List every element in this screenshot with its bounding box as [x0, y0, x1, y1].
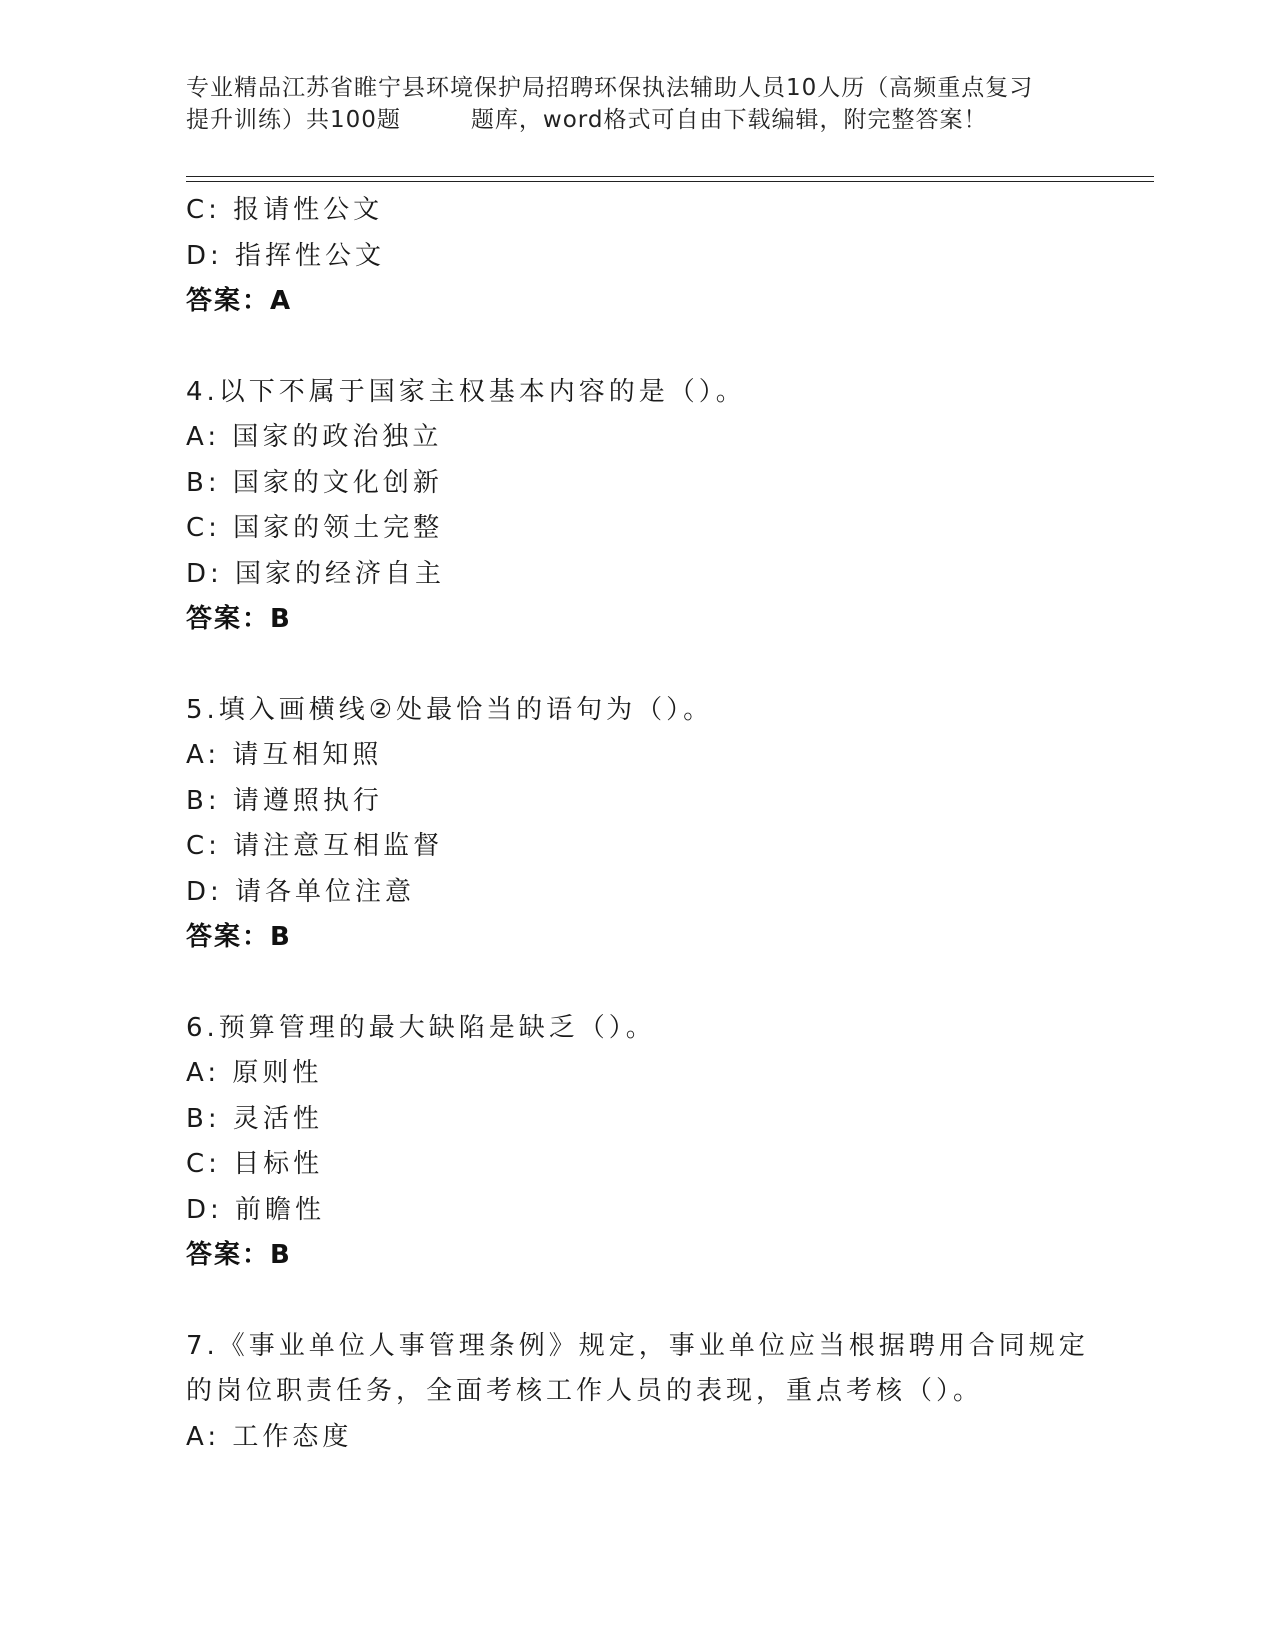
header-title-line-1: 专业精品江苏省睢宁县环境保护局招聘环保执法辅助人员10人历（高频重点复习 [186, 75, 1034, 101]
option-d: D: 国家的经济自主 [186, 558, 446, 589]
option-c: C: 国家的领土完整 [186, 513, 444, 543]
header-divider-bottom [186, 181, 1154, 182]
answer-line: 答案：B [186, 604, 292, 634]
question-7 [186, 1324, 1089, 1461]
question-stem: 6.预算管理的最大缺陷是缺乏（）。 [186, 1012, 656, 1043]
option-a: A: 原则性 [186, 1058, 323, 1088]
option-b: B: 国家的文化创新 [186, 467, 443, 498]
header-title-line-2 [186, 104, 1086, 136]
option-a: A: 工作态度 [186, 1421, 353, 1452]
option-b: B: 请遵照执行 [186, 785, 383, 816]
question-stem-line-1: 7.《事业单位人事管理条例》规定，事业单位应当根据聘用合同规定 [186, 1330, 1089, 1361]
question-6 [186, 1006, 1086, 1279]
option-c: C: 报请性公文 [186, 195, 384, 225]
question-stem: 4.以下不属于国家主权基本内容的是（）。 [186, 376, 746, 407]
question-3-tail [186, 188, 1086, 325]
option-a: A: 国家的政治独立 [186, 422, 443, 452]
option-d: D: 指挥性公文 [186, 240, 386, 271]
option-c: C: 目标性 [186, 1149, 324, 1179]
answer-line: 答案：B [186, 922, 292, 952]
question-stem: 5.填入画横线②处最恰当的语句为（）。 [186, 694, 714, 725]
answer-line: 答案：A [186, 286, 293, 316]
question-5 [186, 688, 1086, 961]
page-header [186, 72, 1086, 136]
question-stem-line-2: 的岗位职责任务，全面考核工作人员的表现，重点考核（）。 [186, 1376, 984, 1406]
option-c: C: 请注意互相监督 [186, 831, 444, 861]
question-4 [186, 370, 1086, 643]
question-list [186, 188, 1089, 1460]
option-d: D: 请各单位注意 [186, 876, 416, 907]
answer-line: 答案：B [186, 1240, 292, 1270]
header-title-line-2a: 提升训练）共100题 [186, 107, 401, 133]
option-a: A: 请互相知照 [186, 740, 383, 770]
header-divider-top [186, 176, 1154, 177]
option-d: D: 前瞻性 [186, 1194, 326, 1225]
header-title-line-2b: 题库，word格式可自由下载编辑，附完整答案！ [470, 107, 988, 133]
option-b: B: 灵活性 [186, 1103, 323, 1134]
